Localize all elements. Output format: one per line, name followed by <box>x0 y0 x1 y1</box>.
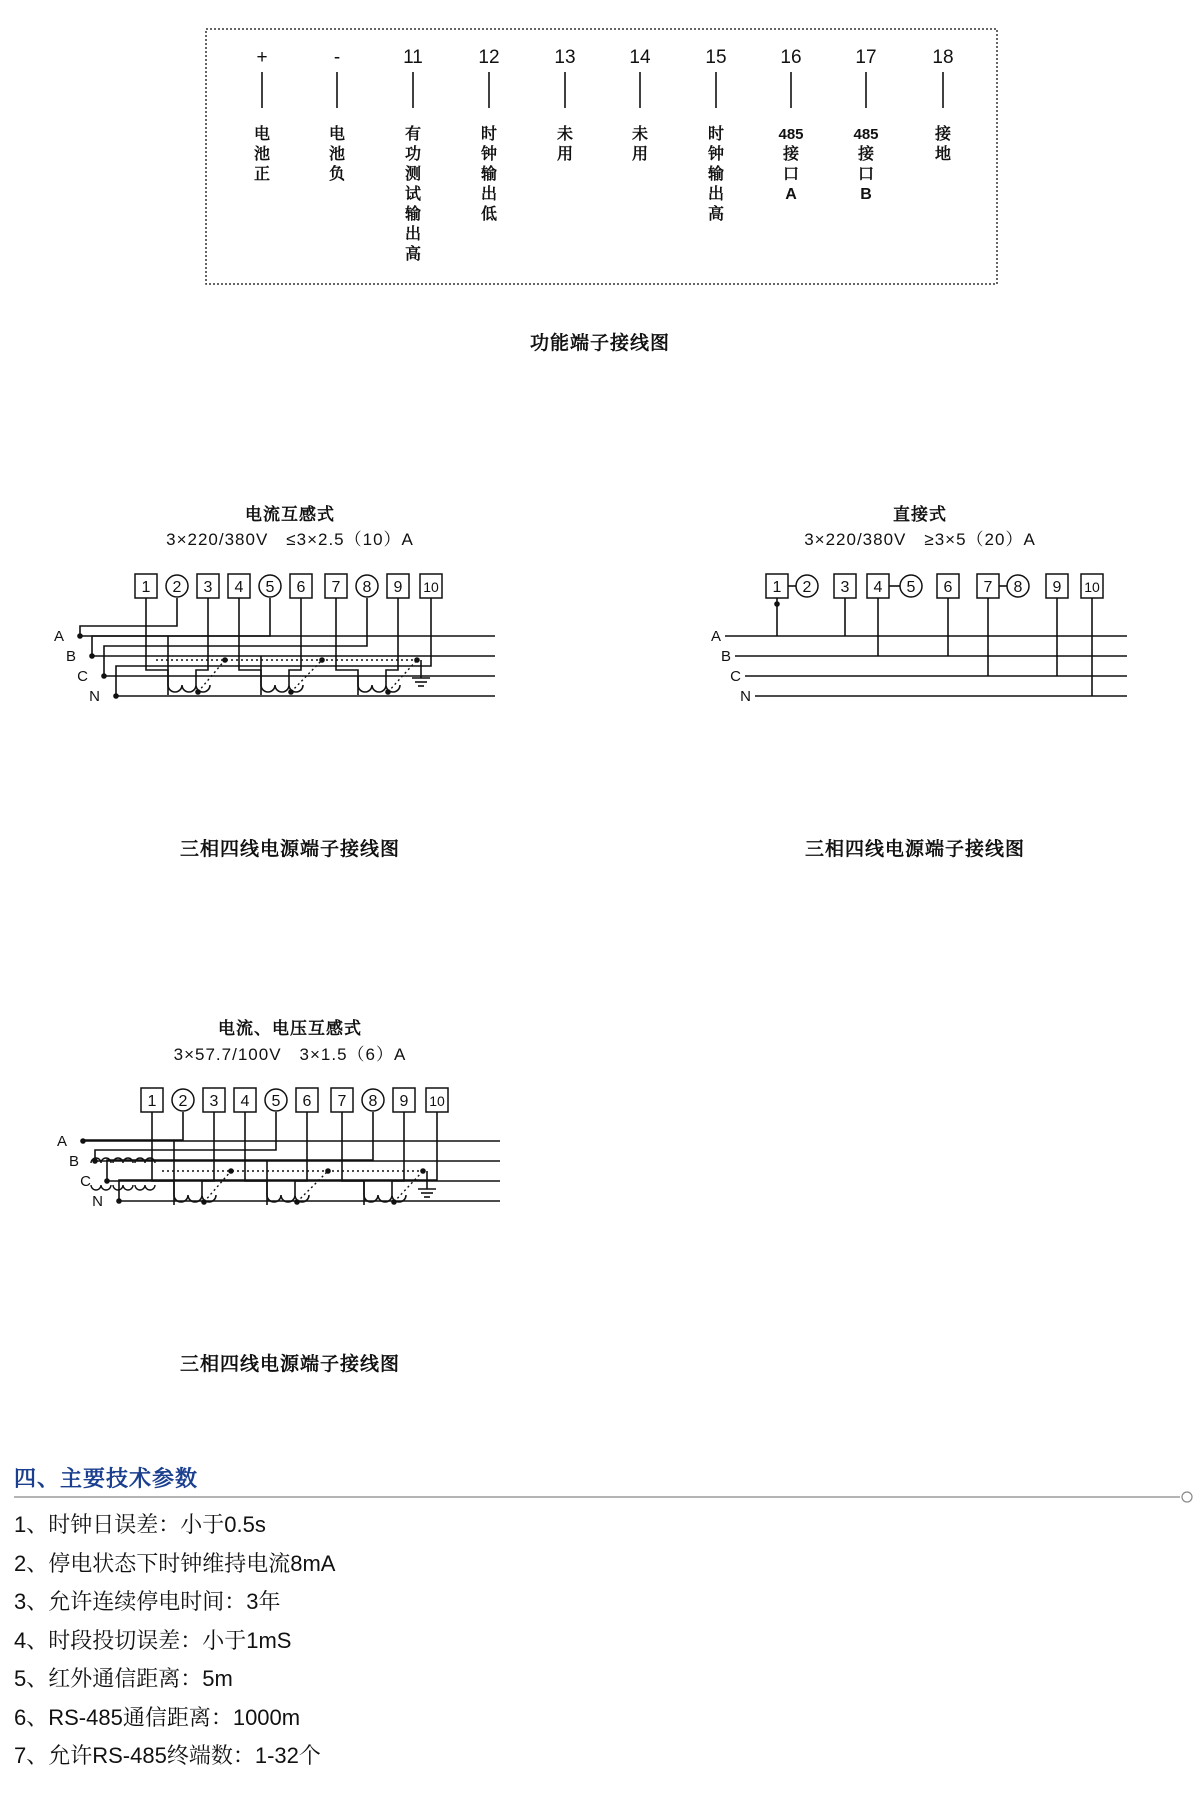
wire <box>116 598 431 696</box>
terminal-number: 9 <box>393 579 403 596</box>
spec-item: 3、允许连续停电时间：3年 <box>14 1589 281 1614</box>
terminal-label-char: 高 <box>404 246 422 263</box>
terminal-number: - <box>333 47 341 68</box>
phase-label: B <box>68 1153 79 1170</box>
terminal-label-char: B <box>860 186 872 203</box>
terminal-label-top: 485 <box>778 126 804 143</box>
wire <box>386 598 398 685</box>
vt-coil <box>91 1185 111 1190</box>
terminal-label-char: 池 <box>328 146 346 163</box>
junction-dot <box>222 657 228 663</box>
terminal-label-char: 输 <box>404 206 422 223</box>
function-terminal-caption: 功能端子接线图 <box>529 333 670 354</box>
junction-dot <box>228 1168 234 1174</box>
terminal-label-char: 池 <box>253 146 271 163</box>
terminal-label-char: 低 <box>480 206 498 223</box>
terminal-number: 14 <box>629 47 651 68</box>
terminal-label-char: 时 <box>707 126 725 143</box>
terminal-label-char: 接 <box>782 146 800 163</box>
diagram-body <box>54 574 495 705</box>
ct-caption: 三相四线电源端子接线图 <box>179 839 400 860</box>
terminal-number: 7 <box>983 579 993 596</box>
divider-end-icon <box>1182 1492 1192 1502</box>
terminal-label-char: 钟 <box>480 146 498 163</box>
direct-caption: 三相四线电源端子接线图 <box>804 839 1025 860</box>
terminal-number: 8 <box>1013 579 1023 596</box>
terminal-number: 10 <box>423 579 439 595</box>
terminal-number: 4 <box>873 579 883 596</box>
spec-item: 1、时钟日误差：小于0.5s <box>14 1512 266 1537</box>
terminal-number: 10 <box>1084 579 1100 595</box>
terminal-number: 6 <box>302 1093 312 1110</box>
junction-dot <box>414 657 420 663</box>
wire <box>297 1171 328 1202</box>
wire <box>202 1112 214 1195</box>
terminal-label-char: 功 <box>404 146 422 163</box>
spec-item: 2、停电状态下时钟维持电流8mA <box>14 1550 336 1576</box>
wire <box>295 1112 307 1195</box>
wire <box>80 598 177 636</box>
terminal-number: 18 <box>932 47 954 68</box>
terminal-label-char: 出 <box>707 186 725 203</box>
wire <box>342 1112 364 1195</box>
terminal-label-char: 地 <box>934 146 952 163</box>
terminal-number: 4 <box>234 579 244 596</box>
ct-title: 电流互感式 <box>245 505 335 524</box>
spec-item: 7、允许RS-485终端数：1-32个 <box>14 1743 321 1768</box>
terminal-label-char: 时 <box>480 126 498 143</box>
ctvt-caption: 三相四线电源端子接线图 <box>179 1354 400 1375</box>
direct-spec: 3×220/380V ≥3×5（20）A <box>804 530 1036 549</box>
phase-label: A <box>710 628 721 645</box>
terminal-number: 2 <box>172 579 182 596</box>
phase-label: C <box>80 1173 91 1190</box>
terminal-label-char: 测 <box>404 166 422 183</box>
terminal-number: 3 <box>203 579 213 596</box>
wire <box>152 1112 174 1195</box>
terminal-number: 11 <box>403 47 423 68</box>
terminal-number: 5 <box>906 579 916 596</box>
terminal-label-char: 输 <box>480 166 498 183</box>
terminal-number: 2 <box>802 579 812 596</box>
wire <box>336 598 358 685</box>
terminal-label-char: A <box>785 186 797 203</box>
wire <box>289 598 301 685</box>
terminal-label-char: 高 <box>707 206 725 223</box>
wire <box>392 1112 404 1195</box>
specs-section-title: 四、主要技术参数 <box>14 1466 199 1491</box>
spec-item: 6、RS-485通信距离：1000m <box>14 1704 301 1730</box>
terminal-number: 8 <box>368 1093 378 1110</box>
terminal-label-char: 出 <box>480 186 498 203</box>
terminal-number: 10 <box>429 1093 445 1109</box>
phase-label: C <box>730 668 741 685</box>
wire <box>119 1112 437 1201</box>
terminal-label-char: 用 <box>631 146 649 163</box>
terminal-number: 7 <box>337 1093 347 1110</box>
terminal-label-char: 电 <box>253 126 271 143</box>
section-divider <box>14 1490 1196 1504</box>
wire <box>95 1112 276 1161</box>
vt-coil <box>135 1185 155 1190</box>
terminal-number: 9 <box>399 1093 409 1110</box>
terminal-label-char: 用 <box>556 146 574 163</box>
wire <box>92 598 270 656</box>
wire <box>83 1112 183 1141</box>
function-terminal-diagram <box>0 0 1200 360</box>
phase-label: B <box>720 648 731 665</box>
terminal-number: 4 <box>240 1093 250 1110</box>
terminal-label-char: 未 <box>556 126 574 143</box>
terminal-number: 12 <box>478 47 500 68</box>
ct-coil <box>358 685 400 692</box>
terminal-number: 3 <box>209 1093 219 1110</box>
wire <box>196 598 208 685</box>
terminal-number: 8 <box>362 579 372 596</box>
terminal-number: 9 <box>1052 579 1062 596</box>
phase-label: B <box>65 648 76 665</box>
ctvt-spec: 3×57.7/100V 3×1.5（6）A <box>173 1045 407 1064</box>
junction-dot <box>774 601 780 607</box>
terminal-label-char: 未 <box>631 126 649 143</box>
terminal-number: 15 <box>705 47 727 68</box>
terminal-label-char: 电 <box>328 126 346 143</box>
terminal-number: + <box>256 47 268 68</box>
terminal-number: 1 <box>141 579 151 596</box>
terminal-number: 5 <box>271 1093 281 1110</box>
terminal-label-top: 485 <box>853 126 879 143</box>
terminal-label-char: 钟 <box>707 146 725 163</box>
vt-coil <box>113 1185 133 1190</box>
diagram-body <box>57 1088 500 1210</box>
wire <box>394 1171 423 1202</box>
phase-label: N <box>89 688 100 705</box>
terminal-label-char: 负 <box>328 166 346 183</box>
terminal-number: 2 <box>178 1093 188 1110</box>
spec-item: 5、红外通信距离：5m <box>14 1666 233 1691</box>
wire <box>204 1171 231 1202</box>
diagram-body <box>711 574 1127 705</box>
terminal-label-char: 输 <box>707 166 725 183</box>
junction-dot <box>319 657 325 663</box>
terminal-label-char: 口 <box>782 166 800 183</box>
ct-coil <box>261 685 303 692</box>
direct-title: 直接式 <box>893 505 947 524</box>
phase-label: A <box>53 628 64 645</box>
terminal-number: 6 <box>943 579 953 596</box>
terminal-number: 1 <box>772 579 782 596</box>
ct-spec: 3×220/380V ≤3×2.5（10）A <box>166 530 414 549</box>
terminal-label-char: 出 <box>404 226 422 243</box>
terminal-number: 6 <box>296 579 306 596</box>
junction-dot <box>325 1168 331 1174</box>
spec-list <box>14 1506 335 1776</box>
wire <box>146 598 168 685</box>
phase-label: N <box>92 1193 103 1210</box>
wire <box>239 598 261 685</box>
terminal-number: 1 <box>147 1093 157 1110</box>
ctvt-title: 电流、电压互感式 <box>218 1019 362 1038</box>
terminal-number: 5 <box>265 579 275 596</box>
ct-coil <box>168 685 210 692</box>
terminal-label-char: 接 <box>857 146 875 163</box>
phase-label: N <box>740 688 751 705</box>
terminal-number: 16 <box>780 47 802 68</box>
terminal-label-char: 有 <box>404 126 422 143</box>
terminal-number: 13 <box>554 47 576 68</box>
terminal-label-char: 正 <box>253 166 271 183</box>
phase-label: A <box>56 1133 67 1150</box>
spec-item: 4、时段投切误差：小于1mS <box>14 1627 292 1653</box>
terminal-frame <box>206 29 997 284</box>
terminal-label-char: 接 <box>934 126 952 143</box>
terminal-number: 3 <box>840 579 850 596</box>
wire <box>245 1112 267 1195</box>
terminal-number: 7 <box>331 579 341 596</box>
terminal-label-char: 试 <box>404 186 422 203</box>
phase-label: C <box>77 668 88 685</box>
junction-dot <box>420 1168 426 1174</box>
wire <box>104 598 367 676</box>
terminal-label-char: 口 <box>857 166 875 183</box>
terminal-number: 17 <box>855 47 877 68</box>
